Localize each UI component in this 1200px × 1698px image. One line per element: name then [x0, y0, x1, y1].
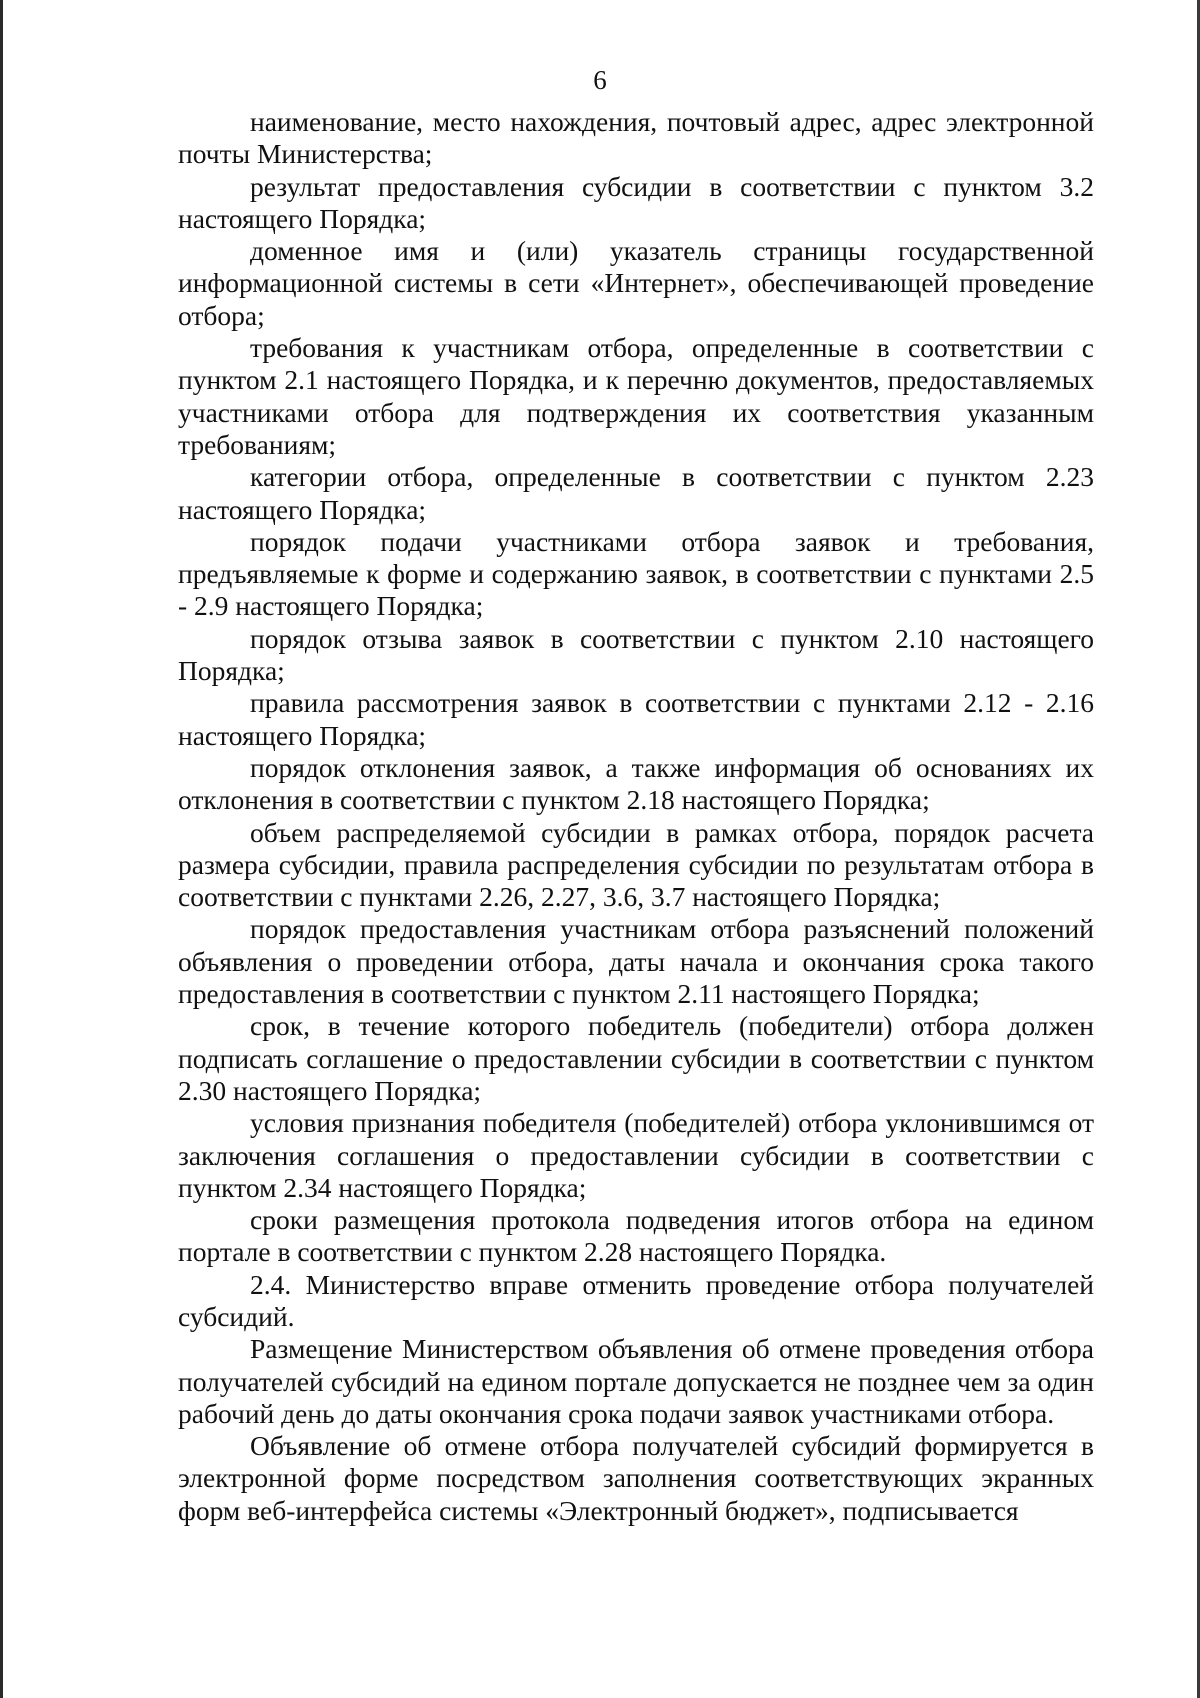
paragraph-section-2-4: 2.4. Министерство вправе отменить проведение отбора получателей субсидий. [178, 1268, 1094, 1332]
paragraph: порядок отзыва заявок в соответствии с пунктом 2.10 настоящего Порядка; [178, 622, 1094, 687]
scan-edge-left [0, 0, 3, 1698]
paragraph: Размещение Министерством объявления об отмене проведения отбора получателей субсидий на едином портале допускается не позднее чем за один рабочий день до даты окончания срока подачи заявок участниками отбора. [178, 1333, 1094, 1429]
paragraph: сроки размещения протокола подведения итогов отбора на едином портале в соответствии с пунктом 2.28 настоящего Порядка. [178, 1204, 1094, 1268]
paragraph: порядок предоставления участникам отбора разъяснений положений объявления о проведении отбора, даты начала и окончания срока такого предоставления в соответствии с пунктом 2.11 настоящего Порядка; [178, 913, 1094, 1010]
paragraph: результат предоставления субсидии в соответствии с пунктом 3.2 настоящего Порядка; [178, 170, 1094, 234]
paragraph: требования к участникам отбора, определенные в соответствии с пунктом 2.1 настоящего Порядка, и к перечню документов, предоставляемых участниками отбора для подтверждения их соответствия указанным требованиям; [178, 332, 1094, 460]
paragraph: объем распределяемой субсидии в рамках отбора, порядок расчета размера субсидии, правила распределения субсидии по результатам отбора в соответствии с пунктами 2.26, 2.27, 3.6, 3.7 настоящего Порядка; [178, 816, 1094, 913]
paragraph: условия признания победителя (победителей) отбора уклонившимся от заключения соглашения о предоставлении субсидии в соответствии с пунктом 2.34 настоящего Порядка; [178, 1107, 1094, 1203]
paragraph: категории отбора, определенные в соответствии с пунктом 2.23 настоящего Порядка; [178, 461, 1094, 525]
paragraph: правила рассмотрения заявок в соответствии с пунктами 2.12 - 2.16 настоящего Порядка; [178, 687, 1094, 751]
paragraph: срок, в течение которого победитель (победители) отбора должен подписать соглашение о предоставлении субсидии в соответствии с пунктом 2.30 настоящего Порядка; [178, 1010, 1094, 1106]
paragraph: порядок подачи участниками отбора заявок и требования, предъявляемые к форме и содержанию заявок, в соответствии с пунктами 2.5 - 2.9 настоящего Порядка; [178, 525, 1094, 622]
page-number: 6 [593, 65, 607, 95]
paragraph: наименование, место нахождения, почтовый адрес, адрес электронной почты Министерства; [178, 106, 1094, 170]
document-body [178, 106, 1094, 1527]
paragraph: порядок отклонения заявок, а также информация об основаниях их отклонения в соответствии с пунктом 2.18 настоящего Порядка; [178, 751, 1094, 816]
paragraph: Объявление об отмене отбора получателей субсидий формируется в электронной форме посредством заполнения соответствующих экранных форм веб-интерфейса системы «Электронный бюджет», подписывается [178, 1430, 1094, 1526]
paragraph: доменное имя и (или) указатель страницы государственной информационной системы в сети «Интернет», обеспечивающей проведение отбора; [178, 235, 1094, 331]
